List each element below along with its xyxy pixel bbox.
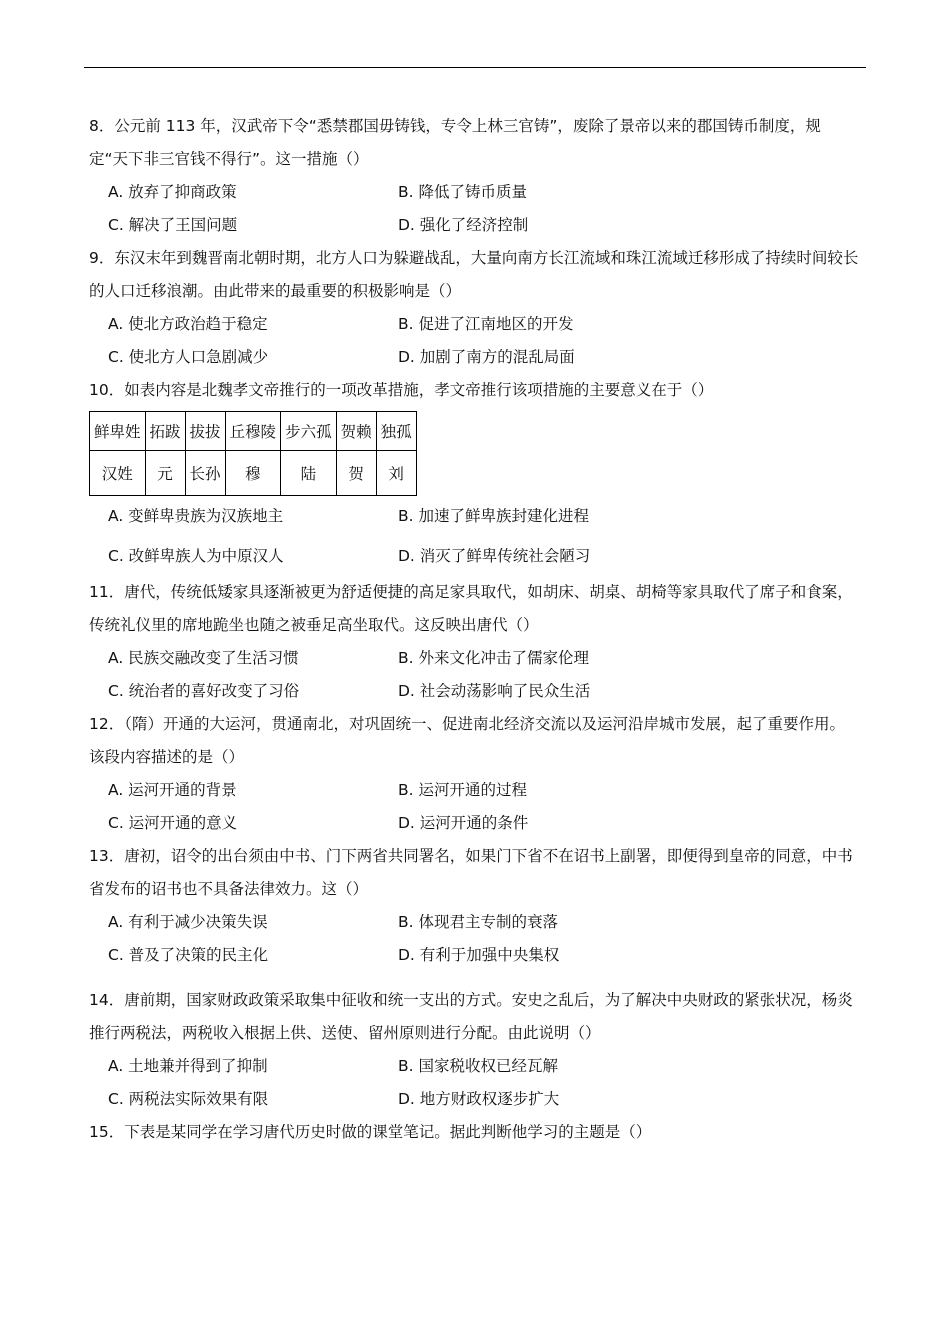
option-a[interactable]: A. 使北方政治趋于稳定 [108,315,268,333]
table-row [90,451,417,496]
table-cell: 汉姓 [90,451,146,496]
table-cell: 拓跋 [145,412,185,451]
question-10: 10．如表内容是北魏孝文帝推行的一项改革措施，孝文帝推行该项措施的主要意义在于（） [89,381,714,399]
table-row [90,412,417,451]
question-9: 9．东汉末年到魏晋南北朝时期，北方人口为躲避战乱，大量向南方长江流域和珠江流域迁移形成了持续时间较长的人口迁移浪潮。由此带来的最重要的积极影响是（） [89,249,859,300]
option-b[interactable]: B. 运河开通的过程 [398,781,527,799]
question-14-options [108,1050,859,1116]
option-c[interactable]: C. 改鲜卑族人为中原汉人 [108,547,284,565]
option-b[interactable]: B. 国家税收权已经瓦解 [398,1057,558,1075]
table-cell: 长孙 [185,451,225,496]
question-8: 8．公元前 113 年，汉武帝下令“悉禁郡国毋铸钱，专令上林三官铸”，废除了景帝以来的郡国铸币制度，规定“天下非三官钱不得行”。这一措施（） [89,117,821,168]
question-list [89,110,859,1149]
option-b[interactable]: B. 体现君主专制的衰落 [398,913,558,931]
option-d[interactable]: D. 社会动荡影响了民众生活 [398,682,591,700]
option-d[interactable]: D. 有利于加强中央集权 [398,946,560,964]
option-a[interactable]: A. 运河开通的背景 [108,781,237,799]
question-13: 13．唐初，诏令的出台须由中书、门下两省共同署名，如果门下省不在诏书上副署，即便得到皇帝的同意，中书省发布的诏书也不具备法律效力。这（） [89,847,853,898]
table-cell: 穆 [225,451,281,496]
table-cell: 刘 [376,451,416,496]
question-14: 14．唐前期，国家财政政策采取集中征收和统一支出的方式。安史之乱后，为了解决中央财政的紧张状况，杨炎推行两税法，两税收入根据上供、送使、留州原则进行分配。由此说明（） [89,991,853,1042]
option-b[interactable]: B. 加速了鲜卑族封建化进程 [398,507,589,525]
option-d[interactable]: D. 运河开通的条件 [398,814,529,832]
table-cell: 步六孤 [281,412,337,451]
option-b[interactable]: B. 外来文化冲击了儒家伦理 [398,649,589,667]
option-a[interactable]: A. 民族交融改变了生活习惯 [108,649,299,667]
question-12: 12．（隋）开通的大运河，贯通南北，对巩固统一、促进南北经济交流以及运河沿岸城市发展，起了重要作用。该段内容描述的是（） [89,715,845,766]
option-d[interactable]: D. 强化了经济控制 [398,216,529,234]
table-cell: 独孤 [376,412,416,451]
table-cell: 陆 [281,451,337,496]
option-c[interactable]: C. 统治者的喜好改变了习俗 [108,682,300,700]
table-cell: 贺 [336,451,376,496]
spacer [89,972,859,984]
option-c[interactable]: C. 运河开通的意义 [108,814,238,832]
option-c[interactable]: C. 两税法实际效果有限 [108,1090,269,1108]
table-cell: 拔拔 [185,412,225,451]
question-11-options [108,642,859,708]
question-15: 15．下表是某同学在学习唐代历史时做的课堂笔记。据此判断他学习的主题是（） [89,1123,652,1141]
question-10-options [108,496,859,576]
option-a[interactable]: A. 放弃了抑商政策 [108,183,237,201]
header-rule [84,67,866,68]
surname-table [89,411,417,496]
option-d[interactable]: D. 地方财政权逐步扩大 [398,1090,560,1108]
question-8-options [108,176,859,242]
option-a[interactable]: A. 有利于减少决策失误 [108,913,268,931]
option-c[interactable]: C. 普及了决策的民主化 [108,946,269,964]
option-c[interactable]: C. 使北方人口急剧减少 [108,348,269,366]
option-d[interactable]: D. 消灭了鲜卑传统社会陋习 [398,547,591,565]
question-11: 11．唐代，传统低矮家具逐渐被更为舒适便捷的高足家具取代，如胡床、胡桌、胡椅等家具取代了席子和食案，传统礼仪里的席地跪坐也随之被垂足高坐取代。这反映出唐代（） [89,583,853,634]
table-cell: 元 [145,451,185,496]
option-b[interactable]: B. 降低了铸币质量 [398,183,527,201]
option-c[interactable]: C. 解决了王国问题 [108,216,238,234]
question-13-options [108,906,859,972]
option-d[interactable]: D. 加剧了南方的混乱局面 [398,348,575,366]
table-cell: 丘穆陵 [225,412,281,451]
option-a[interactable]: A. 土地兼并得到了抑制 [108,1057,268,1075]
option-b[interactable]: B. 促进了江南地区的开发 [398,315,574,333]
question-12-options [108,774,859,840]
question-9-options [108,308,859,374]
option-a[interactable]: A. 变鲜卑贵族为汉族地主 [108,507,284,525]
table-cell: 贺赖 [336,412,376,451]
table-cell: 鲜卑姓 [90,412,146,451]
